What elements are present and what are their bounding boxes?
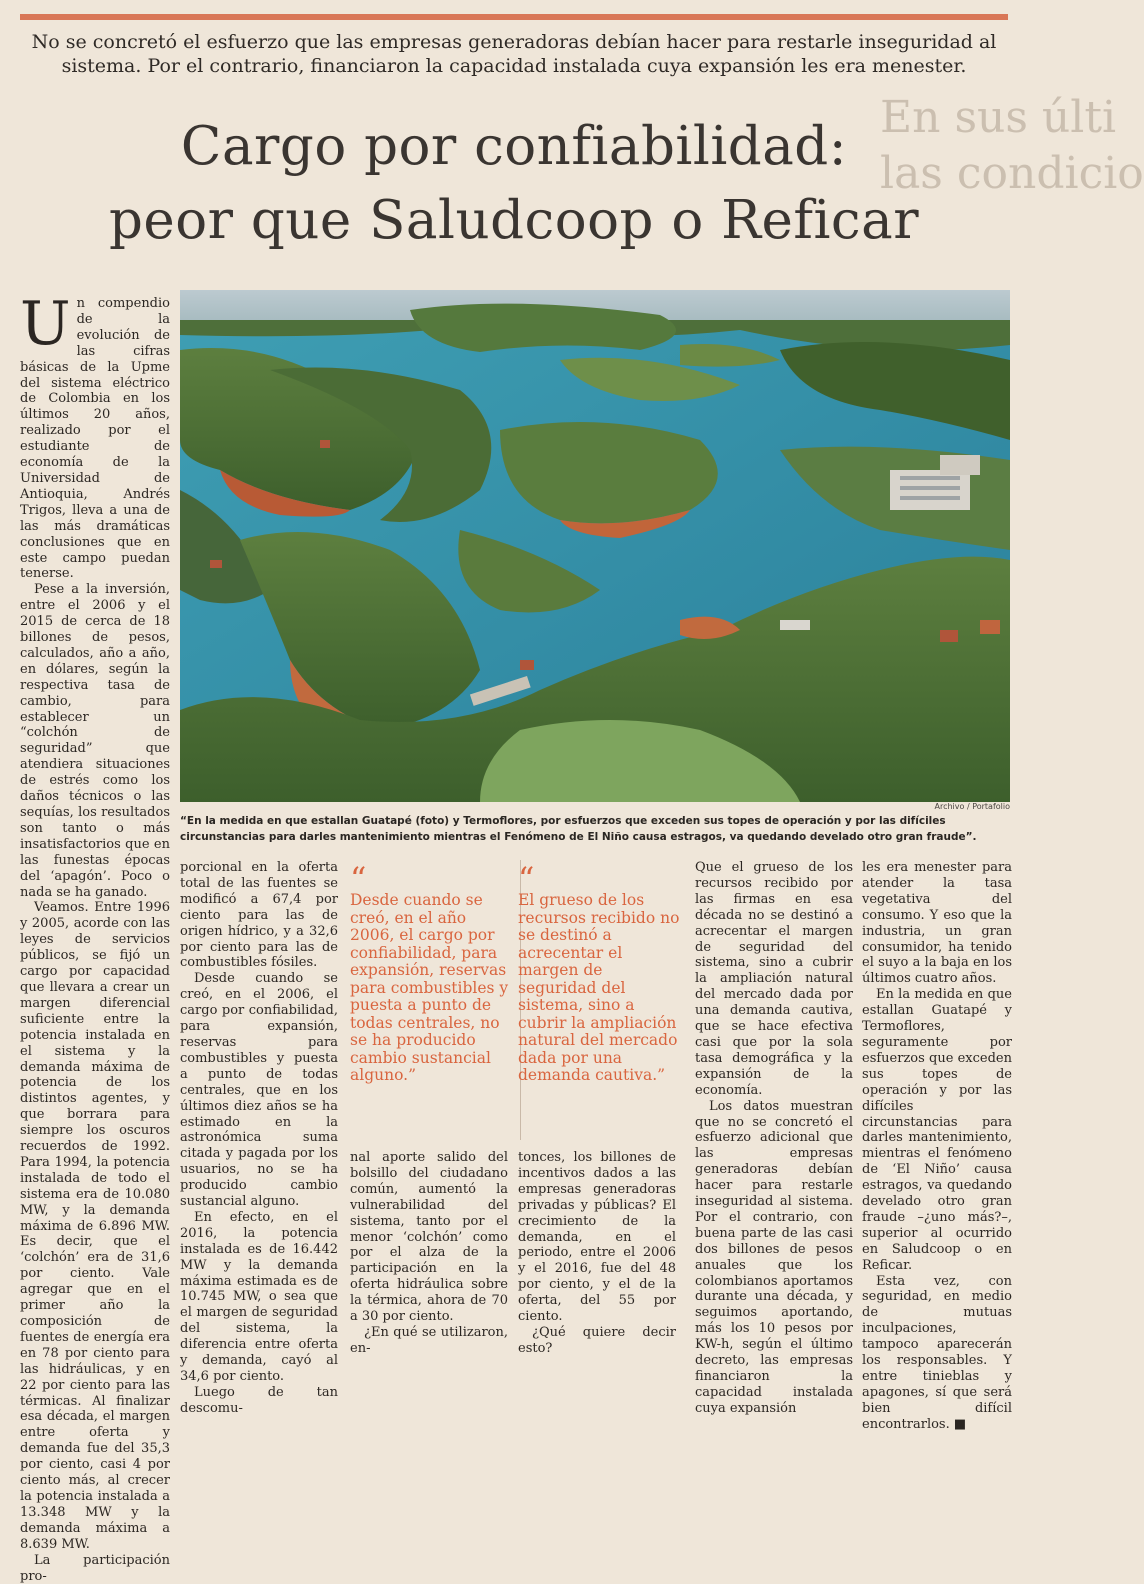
- photo-caption: “En la medida en que estallan Guatapé (foto) y Termoflores, por esfuerzos que exceden sus topes de operación y por las difíciles circunstancias para darles mantenimiento mientras el Fenómeno de El Niño causa estragos, va quedando develado otro gran fraude”.: [180, 815, 977, 843]
- pull-quote-2-text: El grueso de los recursos recibido no se destinó a acrecentar el margen de seguridad del sistema, sino a cubrir la ampliación natural del mercado dada por una demanda cautiva.”: [518, 891, 680, 1084]
- paragraph: Esta vez, con seguridad, en medio de mutuas inculpaciones, tampoco aparecerán los responsables. Y entre tinieblas y apagones, sí que será bien difícil encontrarlos. ■: [862, 1273, 1012, 1432]
- quote-mark-icon: “: [350, 860, 367, 898]
- article-column-1: [20, 289, 170, 1584]
- paragraph: La participación pro-: [20, 1552, 170, 1584]
- pull-quote-1: [350, 860, 510, 1085]
- paragraph: Desde cuando se creó, en el 2006, el cargo por confiabilidad, para expansión, reservas para combustibles y puesta a punto de todas centrales, que en los últimos diez años se ha estimado en la astronómica suma citada y pagada por los usuarios, no se ha producido cambio sustancial alguno.: [180, 971, 338, 1210]
- paragraph: Veamos. Entre 1996 y 2005, acorde con las leyes de servicios públicos, se fijó un cargo por capacidad que llevara a crear un margen diferencial suficiente entre la potencia instalada en el sistema y la demanda máxima de potencia de los distintos agentes, y que borrara para siempre los oscuros recuerdos de 1992. Para 1994, la potencia instalada de todo el sistema era de 10.080 MW, y la demanda máxima de 6.896 MW. Es decir, que el ‘colchón’ era de 31,6 por ciento. Vale agregar que en el primer año la composición de fuentes de energía era en 78 por ciento para las hidráulicas, y en 22 por ciento para las térmicas. Al finalizar esa década, el margen entre oferta y demanda fue del 35,3 por ciento, casi 4 por ciento más, al crecer la potencia instalada a 13.348 MW y la demanda máxima a 8.639 MW.: [20, 900, 170, 1552]
- paragraph: ¿Qué quiere decir esto?: [518, 1324, 676, 1356]
- pull-quote-2: [518, 860, 683, 1085]
- headline: [20, 110, 1008, 258]
- paragraph: Los datos muestran que no se concretó el esfuerzo adicional que las empresas generadoras debían hacer para restarle inseguridad al sistema. Por el contrario, con buena parte de las casi dos billones de pesos anuales que los colombianos aportamos durante una década, y seguimos aportando, más los 10 pesos por KW-h, según el último decreto, las empresas financiaron la capacidad instalada cuya expansión: [695, 1098, 853, 1416]
- article-column-2: [180, 860, 338, 1416]
- headline-line-1: Cargo por confiabilidad:: [180, 116, 848, 177]
- photo-credit: Archivo / Portafolio: [934, 802, 1010, 811]
- article-column-6: [862, 860, 1012, 1432]
- aerial-reservoir-photo-icon: [180, 290, 1010, 802]
- paragraph: tonces, los billones de incentivos dados a las empresas generadoras privadas y públicas? El crecimiento de la demanda, en el periodo, entre el 2006 y el 2016, fue del 48 por ciento, y el de la oferta, del 55 por ciento.: [518, 1150, 676, 1325]
- quote-mark-icon: “: [518, 860, 535, 898]
- article-column-4: [518, 1150, 676, 1356]
- paragraph: nal aporte salido del bolsillo del ciudadano común, aumentó la vulnerabilidad del sistema, tanto por el menor ‘colchón’ como por el alza de la participación en la oferta hidráulica sobre la térmica, ahora de 70 a 30 por ciento.: [350, 1150, 508, 1325]
- bleed-through-text: En sus últi las condicio: [880, 92, 1144, 199]
- drop-cap: U: [20, 289, 71, 359]
- article-column-5: [695, 860, 853, 1416]
- paragraph: porcional en la oferta total de las fuentes se modificó a 67,4 por ciento para las de origen hídrico, y a 32,6 por ciento para las de combustibles fósiles.: [180, 860, 338, 971]
- paragraph: Que el grueso de los recursos recibido por las firmas en esa década no se destinó a acrecentar el margen de seguridad del sistema, sino a cubrir la ampliación natural del mercado dada por una demanda cautiva, que se hace efectiva casi que por la sola tasa demográfica y la expansión de la economía.: [695, 860, 853, 1098]
- paragraph: En efecto, en el 2016, la potencia instalada es de 16.442 MW y la demanda máxima estimada es de 10.745 MW, o sea que el margen de seguridad del sistema, la diferencia entre oferta y demanda, cayó al 34,6 por ciento.: [180, 1209, 338, 1384]
- paragraph: ¿En qué se utilizaron, en-: [350, 1324, 508, 1356]
- kicker-summary: No se concretó el esfuerzo que las empresas generadoras debían hacer para restarle inseguridad al sistema. Por el contrario, financiaron la capacidad instalada cuya expansión les era menester.: [31, 31, 997, 77]
- lead-paragraph: [20, 289, 170, 582]
- lead-text: n compendio de la evolución de las cifras básicas de la Upme del sistema eléctrico de Colombia en los últimos 20 años, realizado por el estudiante de economía de la Universidad de Antioquia, Andrés Trigos, lleva a una de las más dramáticas conclusiones que en este campo puedan tenerse.: [20, 296, 170, 582]
- aerial-reservoir-photo: [180, 290, 1010, 802]
- paragraph: Luego de tan descomu-: [180, 1384, 338, 1416]
- headline-line-2: peor que Saludcoop o Reficar: [108, 190, 920, 251]
- top-accent-rule: [20, 14, 1008, 20]
- paragraph: En la medida en que estallan Guatapé y Termoflores, seguramente por esfuerzos que exceden sus topes de operación y por las difíciles circunstancias para darles mantenimiento, mientras el fenómeno de ‘El Niño’ causa estragos, va quedando develado otro gran fraude –¿uno más?–, superior al ocurrido en Saludcoop o en Reficar.: [862, 987, 1012, 1273]
- paragraph: les era menester para atender la tasa vegetativa del consumo. Y eso que la industria, un gran consumidor, ha tenido el suyo a la baja en los últimos cuatro años.: [862, 860, 1012, 987]
- pull-quote-1-text: Desde cuando se creó, en el año 2006, el cargo por confiabilidad, para expansión, reservas para combustibles y puesta a punto de todas centrales, no se ha producido cambio sustancial alguno.”: [350, 891, 509, 1084]
- article-column-3: [350, 1150, 508, 1356]
- paragraph: Pese a la inversión, entre el 2006 y el 2015 de cerca de 18 billones de pesos, calculados, año a año, en dólares, según la respectiva tasa de cambio, para establecer un “colchón de seguridad” que atendiera situaciones de estrés como los daños técnicos o las sequías, los resultados son tanto o más insatisfactorios que en las funestas épocas del ‘apagón’. Poco o nada se ha ganado.: [20, 582, 170, 900]
